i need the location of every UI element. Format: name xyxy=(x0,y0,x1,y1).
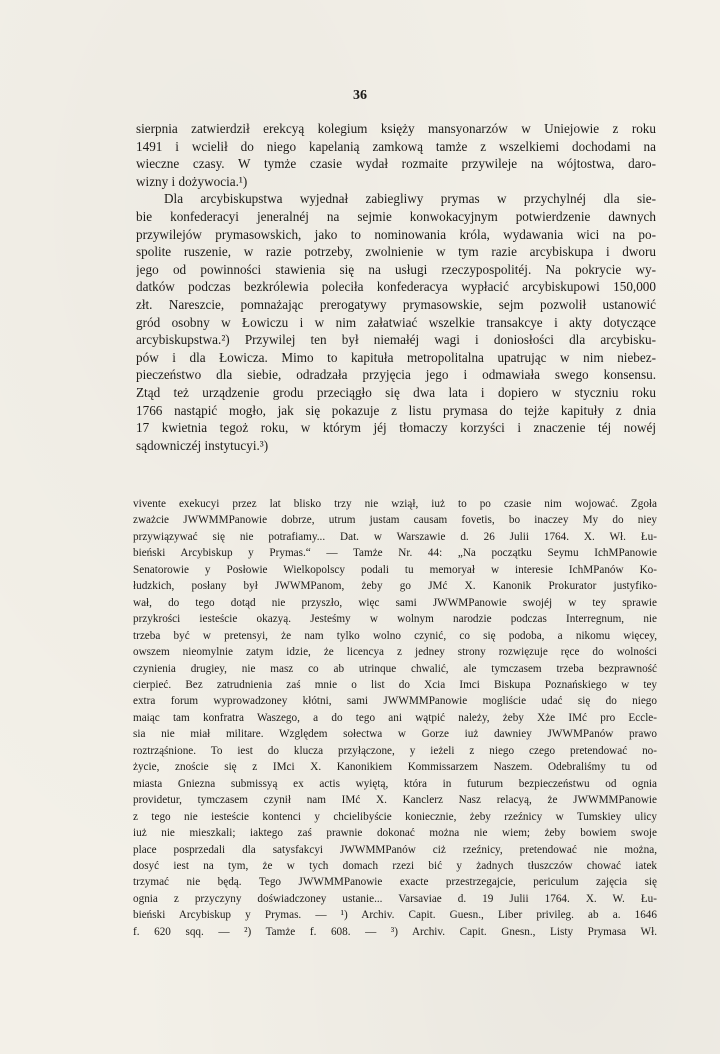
body-text-line: Ztąd też urządzenie grodu przeciągło się dwa lata i dopiero w styczniu roku xyxy=(136,384,656,400)
footnote-line: maiąc tam konfratra Waszego, a do tego ani wątpić należy, żeby Xże IMć pro Eccle- xyxy=(133,711,657,724)
body-text-line: wieczne czasy. W tymże czasie wydał rozmaite przywileje na wójtostwa, daro- xyxy=(136,156,656,172)
footnote-line: bieński Arcybiskup y Prymas.“ — Tamże Nr. 44: „Na początku Seymu IchMPanowie xyxy=(133,547,657,560)
body-text-line: arcybiskupstwa.²) Przywilej ten był niemałéj wagi i doniosłości dla arcybisku- xyxy=(136,332,656,348)
footnote-line: życie, znoście się z IMci X. Kanonikiem Kommissarzem Naszem. Odebraliśmy tu od xyxy=(133,761,657,774)
footnote-line: ognia z przyczyny doświadczoney ustanie... Varsaviae d. 19 Julii 1764. X. W. Łu- xyxy=(133,892,657,905)
footnote-line: czynienia drugiey, nie masz co ab utrinque chwalić, ale tymczasem trzeba bezprawność xyxy=(133,662,657,675)
footnote-line: zważcie JWWMMPanowie dobrze, utrum justam causam fovetis, bo inaczey My do niey xyxy=(133,514,657,527)
footnotes xyxy=(133,496,657,940)
footnote-line: przykrości iesteście okazyą. Jesteśmy w wolnym narodzie podczas Interregnum, nie xyxy=(133,613,657,626)
body-text-line: Dla arcybiskupstwa wyjednał zabiegliwy prymas w przychylnéj dla sie- xyxy=(164,191,656,207)
footnote-line: providetur, tymczasem czynił nam IMć X. Kanclerz Nasz relacyą, że JWWMMPanowie xyxy=(133,794,657,807)
footnote-line: wał, do tego dotąd nie przyszło, więc sami JWWMPanowie swojéj w tey sprawie xyxy=(133,596,657,609)
main-text xyxy=(136,120,656,454)
body-text-line: spolite ruszenie, w razie potrzeby, zwolnienie w tym razie arcybiskupa i dworu xyxy=(136,244,656,260)
footnote-line: f. 620 sqq. — ²) Tamże f. 608. — ³) Archiv. Capit. Gnesn., Listy Prymasa Wł. xyxy=(133,925,657,938)
body-text-line: gród osobny w Łowiczu i w nim załatwiać wszelkie transakcye i akty dotyczące xyxy=(136,314,656,330)
footnote-line: z tego nie iesteście kontenci y chcielibyście koniecznie, żeby rzeźnicy w Tumskiey ulicy xyxy=(133,810,657,823)
body-text-line: pieczeństwo dla siebie, odradzała przyjęcia jego i odmawiała swego konsensu. xyxy=(136,367,656,383)
footnote-line: sia nie miał militare. Względem sołectwa w Gorze iuż dawniey JWWMPanów prawo xyxy=(133,728,657,741)
footnote-line: dosyć iest na tym, że w tych domach rzezi bić y żadnych tłuszczów chować iatek xyxy=(133,859,657,872)
footnote-line: iuż nie mieszkali; iaktego zaś prawnie dokonać można nie wiem; żeby bowiem swoje xyxy=(133,827,657,840)
footnote-line: miasta Gniezna submissyą ex actis wyiętą, która in futurum bezpieczeństwu od ognia xyxy=(133,777,657,790)
body-text-line: 1491 i wcielił do niego kapelanią zamkową tamże z wszelkiemi dochodami na xyxy=(136,138,656,154)
footnote-line: trzeba być w pretensyi, że nam tylko wolno czynić, co się podoba, a nikomu więcey, xyxy=(133,629,657,642)
body-text-line: sądowniczéj instytucyi.³) xyxy=(136,437,269,453)
footnote-line: vivente exekucyi przez lat blisko trzy nie wziął, iuż to po czasie nim wojować. Zgoła xyxy=(133,498,657,510)
footnote-line: place posprzedali dla satysfakcyi JWWMMPanów ciż rzeźnicy, pretendować nie można, xyxy=(133,843,657,856)
footnote-line: owszem nieomylnie zatym idzie, że licencya z jedney strony rozwięzuje ręce do wolności xyxy=(133,646,657,659)
footnote-line: extra forum wyprowadzoney kłótni, sami JWWMMPanowie mogliście udać się do niego xyxy=(133,695,657,708)
body-text-line: datków podczas bezkrólewia poleciła konfederacya wypłacić arcybiskupowi 150,000 xyxy=(136,279,656,295)
footnote-line: przywiązywać się nie potrafiamy... Dat. w Warszawie d. 26 Julii 1764. X. Wł. Łu- xyxy=(133,530,657,543)
body-text-line: pów i dla Łowicza. Mimo to kapituła metropolitalna upatrując w nim niebez- xyxy=(136,349,656,365)
footnote-line: trzymać nie będą. Tego JWWMMPanowie exacte przestrzegajcie, periculum zajęcia się xyxy=(133,876,657,889)
body-text-line: wizny i dożywocia.¹) xyxy=(136,173,248,189)
footnote-line: Senatorowie y Posłowie Wielkopolscy podali tu memoryał w interesie IchMPanów Ko- xyxy=(133,563,657,576)
footnote-line: roztrząśnione. To iest do klucza przyłączone, y ieżeli z niego czego pretendować no- xyxy=(133,744,657,757)
footnote-line: cierpieć. Bez zatrudnienia zaś mnie o list do Xcia Imci Biskupa Poznańskiego w tey xyxy=(133,678,657,691)
body-text-line: złt. Nareszcie, pomnażając prerogatywy prymasowskie, sejm pozwolił ustanowić xyxy=(136,296,656,312)
body-text-line: 1766 nastąpić mogło, jak się pokazuje z listu prymasa do tejże kapituły z dnia xyxy=(136,402,656,418)
footnote-line: bieński Arcybiskup y Prymas. — ¹) Archiv. Capit. Guesn., Liber privileg. ab a. 1646 xyxy=(133,909,657,922)
body-text-line: sierpnia zatwierdził erekcyą kolegium księży mansyonarzów w Uniejowie z roku xyxy=(136,121,656,136)
body-text-line: przywilejów prymasowskich, jako to nominowania króla, wydawania wici na po- xyxy=(136,226,656,242)
footnote-line: łudzkich, posłany był JWWMPanom, żeby go JMć X. Kanonik Prokurator justyfiko- xyxy=(133,580,657,593)
body-text-line: 17 kwietnia tegoż roku, w którym jéj tłomaczy korzyści i znaczenie téj nowéj xyxy=(136,420,656,436)
body-text-line: bie konfederacyi jeneralnéj na sejmie konwokacyjnym potwierdzenie dawnych xyxy=(136,208,656,224)
body-text-line: jego od powinności stawienia się na usługi rzeczypospolitéj. Na pokrycie wy- xyxy=(136,261,656,277)
page-number: 36 xyxy=(353,88,367,103)
